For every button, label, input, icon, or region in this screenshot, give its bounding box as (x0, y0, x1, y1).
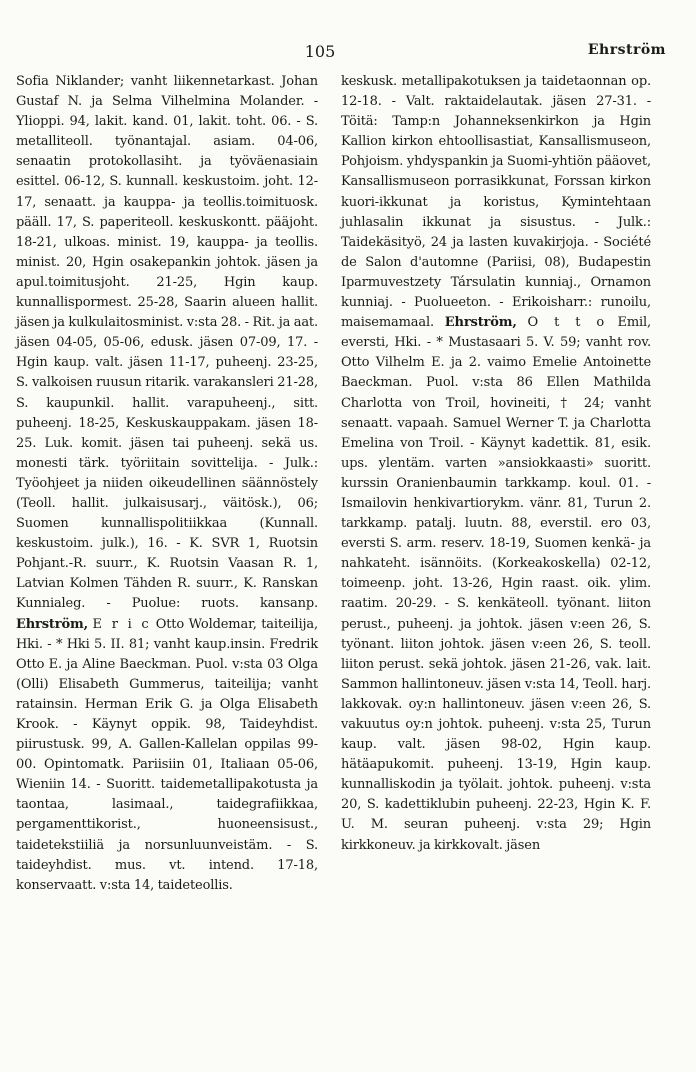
running-head: Ehrström (587, 42, 666, 58)
entry-surname: Ehrström, (16, 616, 88, 632)
entry-given-name: O t t o (527, 315, 607, 331)
right-column (341, 72, 651, 856)
entry-body: Otto Woldemar, taiteilija, Hki. - * Hki 5. II. 81; vanht kaup.insin. Fredrik Otto E. ja Aline Baeckman. Puol. v:sta 03 Olga (Olli) Elisabeth Gummerus, taiteilija; vanht ratainsin. Herman Erik G. ja Olga Elisabeth Krook. - Käynyt oppik. 98, Taideyhdist. piirustusk. 99, A. Gallen-Kallelan oppilas 99-00. Opintomatk. Pariisiin 01, Italiaan 05-06, Wieniin 14. - Suoritt. taidemetallipakotusta ja taontaa, lasimaal., taidegrafiikkaa, pergamenttikorist., huoneensisust., taidetekstiiliä ja norsunluunveistäm. - S. taideyhdist. mus. vt. intend. 17-18, konservaatt. v:sta 14, taideteollis. (16, 616, 319, 893)
entry-continuation: keskusk. metallipakotuksen ja taidetaonnan op. 12-18. - Valt. raktaidelautak. jäsen 27-31. - Töitä: Tamp:n Johanneksenkirkon ja Hgin Kallion kirkon ehtoollisastiat, Kansallismuseon, Pohjoism. yhdyspankin ja Suomi-yhtiön pääovet, Kansallismuseon porrasikkunat, Forssan kirkon kuori-ikkunat ja koristus, Kymintehtaan juhlasalin ikkunat ja sisustus. - Julk.: Taidekäsityö, 24 ja lasten kuvakirjoja. - Société de Salon d'automne (Pariisi, 08), Budapestin Iparmuvestzety Társulatin kunniaj., Ornamon kunniaj. - Puolueeton. - Erikoisharr.: runoilu, maisemamaal. (341, 74, 651, 331)
page-number: 105 (304, 42, 336, 61)
entry-body: Emil, eversti, Hki. - * Mustasaari 5. V. 59; vanht rov. Otto Vilhelm E. ja 2. vaimo Emelie Antoinette Baeckman. Puol. v:sta 86 Ellen Mathilda Charlotta von Troil, hovineiti, † 24; vanht senaatt. vapaah. Samuel Werner T. ja Charlotta Emelina von Troil. - Käynyt kadettik. 81, esik. ups. ylentäm. varten »ansiokkaasti» suoritt. kurssin Oranienbaumin tarkkamp. koul. 01. - Ismailovin henkivartiorykm. vänr. 81, Turun 2. tarkkamp. patalj. luutn. 88, everstil. ero 03, eversti S. arm. reserv. 18-19, Suomen kenkä- ja nahkateht. isännöits. (Korkeakoskella) 02-12, toimeenp. joht. 13-26, Hgin raast. oik. ylim. raatim. 20-29. - S. kenkäteoll. työnant. liiton perust., puheenj. ja johtok. jäsen v:een 26, S. työnant. liiton johtok. jäsen v:een 26, S. teoll. liiton perust. sekä johtok. jäsen 21-26, vak. lait. Sammon hallintoneuv. jäsen v:sta 14, Teoll. harj. lakkovak. oy:n hallintoneuv. jäsen v:een 26, S. vakuutus oy:n johtok. puheenj. v:sta 25, Turun kaup. valt. jäsen 98-02, Hgin kaup. hätäapukomit. puheenj. 13-19, Hgin kaup. kunnalliskodin ja työlait. johtok. puheenj. v:sta 20, S. kadettiklubin puheenj. 22-23, Hgin K. F. U. M. seuran puheenj. v:sta 29; Hgin kirkkoneuv. ja kirkkovalt. jäsen (341, 315, 651, 853)
entry-given-name: E r i c (92, 616, 152, 632)
entry-surname: Ehrström, (444, 315, 517, 331)
entry-continuation: Sofia Niklander; vanht liikennetarkast. Johan Gustaf N. ja Selma Vilhelmina Molander. - Ylioppi. 94, lakit. kand. 01, lakit. toht. 06. - S. metalliteoll. työnantajal. asiam. 04-06, senaatin protokollasiht. ja työväenasiain esittel. 06-12, S. kunnall. keskustoim. joht. 12-17, senaatt. ja kauppa- ja teollis.toimituosk. pääll. 17, S. paperiteoll. keskuskontt. pääjoht. 18-21, ulkoas. minist. 19, kauppa- ja teollis. minist. 20, Hgin osakepankin johtok. jäsen ja apul.toimitusjoht. 21-25, Hgin kaup. kunnallispormest. 25-28, Saarin alueen hallit. jäsen ja kulkulaitosminist. v:sta 28. - Rit. ja aat. jäsen 04-05, 05-06, edusk. jäsen 07-09, 17. - Hgin kaup. valt. jäsen 11-17, puheenj. 23-25, S. valkoisen ruusun ritarik. varakansleri 21-28, S. kaupunkil. hallit. varapuheenj., sitt. puheenj. 18-25, Keskuskauppakam. jäsen 18-25. Luk. komit. jäsen tai puheenj. sekä us. monesti tärk. työriitain sovittelija. - Julk.: Työohjeet ja niiden oikeudellinen säännöstely (Teoll. hallit. julkaisusarj., väitösk.), 06; Suomen kunnallispolitiikkaa (Kunnall. keskustoim. julk.), 16. - K. SVR 1, Ruotsin Pohjant.-R. suurr., K. Ruotsin Vaasan R. 1, Latvian Kolmen Tähden R. suurr., K. Ranskan Kunnialeg. - Puolue: ruots. kansanp. (16, 74, 318, 612)
left-column (16, 72, 318, 896)
